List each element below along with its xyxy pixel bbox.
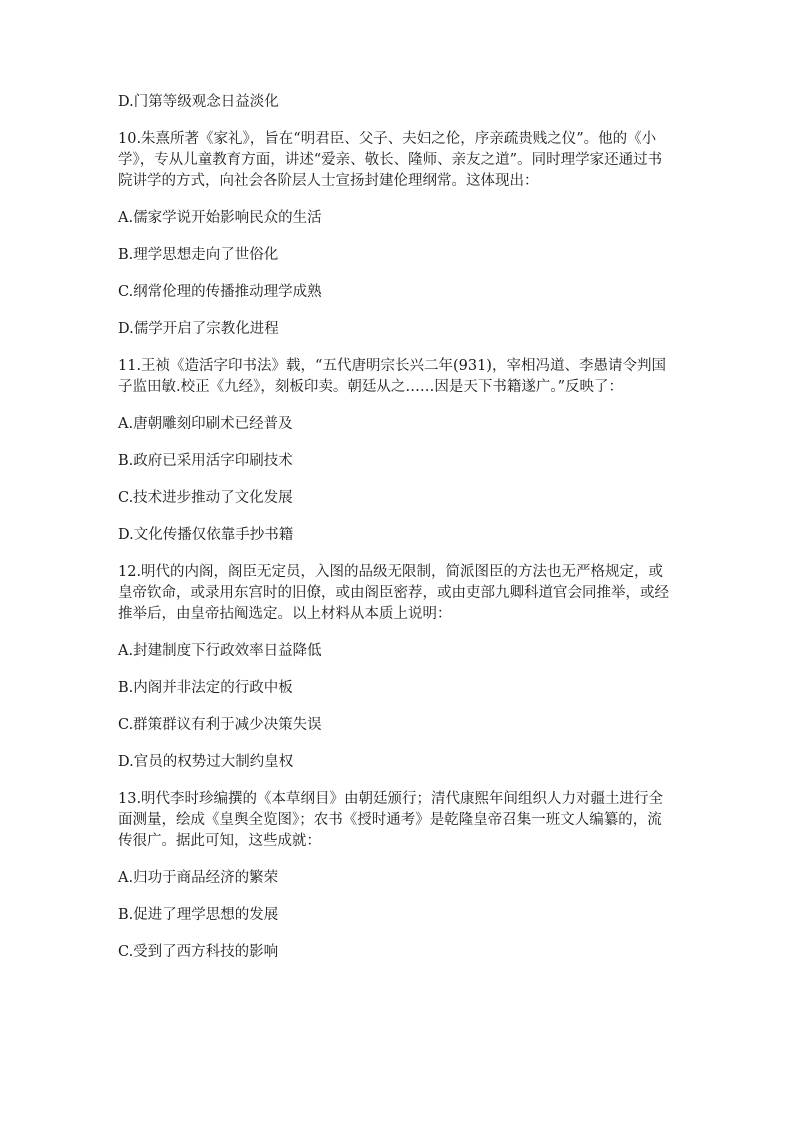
option-c: C.纲常伦理的传播推动理学成熟	[118, 284, 322, 300]
question-stem: 12.明代的内阁，阁臣无定员，入图的品级无限制，简派图臣的方法也无严格规定，或皇帝钦命，或录用东宫时的旧僚，或由阁臣密荐，或由吏部九卿科道官会同推举，或经推举后，由皇帝拈阄选定。以上材料从本质上说明：	[118, 564, 669, 622]
option-b: B.内阁并非法定的行政中板	[118, 680, 293, 696]
option-d: D.儒学开启了宗教化进程	[118, 321, 279, 337]
option-c: C.技术进步推动了文化发展	[118, 490, 293, 506]
question-10	[118, 129, 674, 192]
exam-page	[118, 92, 674, 979]
option-d: D.文化传播仅依靠手抄书籍	[118, 527, 294, 543]
option-b: B.理学思想走向了世俗化	[118, 247, 279, 263]
option-c: C.群策群议有利于减少决策失误	[118, 717, 322, 733]
option-a: A.儒家学说开始影响民众的生活	[118, 210, 322, 226]
question-stem: 11.王祯《造活字印书法》载，“五代唐明宗长兴二年(931)，宰相冯道、李愚请令判国子监田敏.校正《九经》，刻板印卖。朝廷从之……因是天下书籍遂广。”反映了：	[118, 358, 666, 395]
question-stem: 10.朱熹所著《家礼》，旨在“明君臣、父子、夫妇之伦，序亲疏贵贱之仪”。他的《小学》，专从儿童教育方面，讲述“爱亲、敬长、隆师、亲友之道”。同时理学家还通过书院讲学的方式，向社会各阶层人士宣扬封建伦理纲常。这体现出：	[118, 131, 663, 189]
option-a: A.归功于商品经济的繁荣	[118, 870, 279, 886]
option-a: A.唐朝雕刻印刷术已经普及	[118, 416, 293, 432]
question-stem: 13.明代李时珍编撰的《本草纲目》由朝廷颁行；清代康熙年间组织人力对疆土进行全面测量，绘成《皇舆全览图》；农书《授时通考》是乾隆皇帝召集一班文人编纂的，流传很广。据此可知，这些成就：	[118, 791, 664, 849]
question-13	[118, 789, 674, 852]
option-d: D.官员的权势过大制约皇权	[118, 754, 294, 770]
question-12	[118, 562, 674, 625]
option-b: B.促进了理学思想的发展	[118, 907, 279, 923]
option-b: B.政府已采用活字印刷技术	[118, 453, 293, 469]
option-d-q9: D.门第等级观念日益淡化	[118, 94, 279, 110]
question-11	[118, 356, 674, 398]
option-c: C.受到了西方科技的影响	[118, 944, 279, 960]
option-a: A.封建制度下行政效率日益降低	[118, 643, 322, 659]
